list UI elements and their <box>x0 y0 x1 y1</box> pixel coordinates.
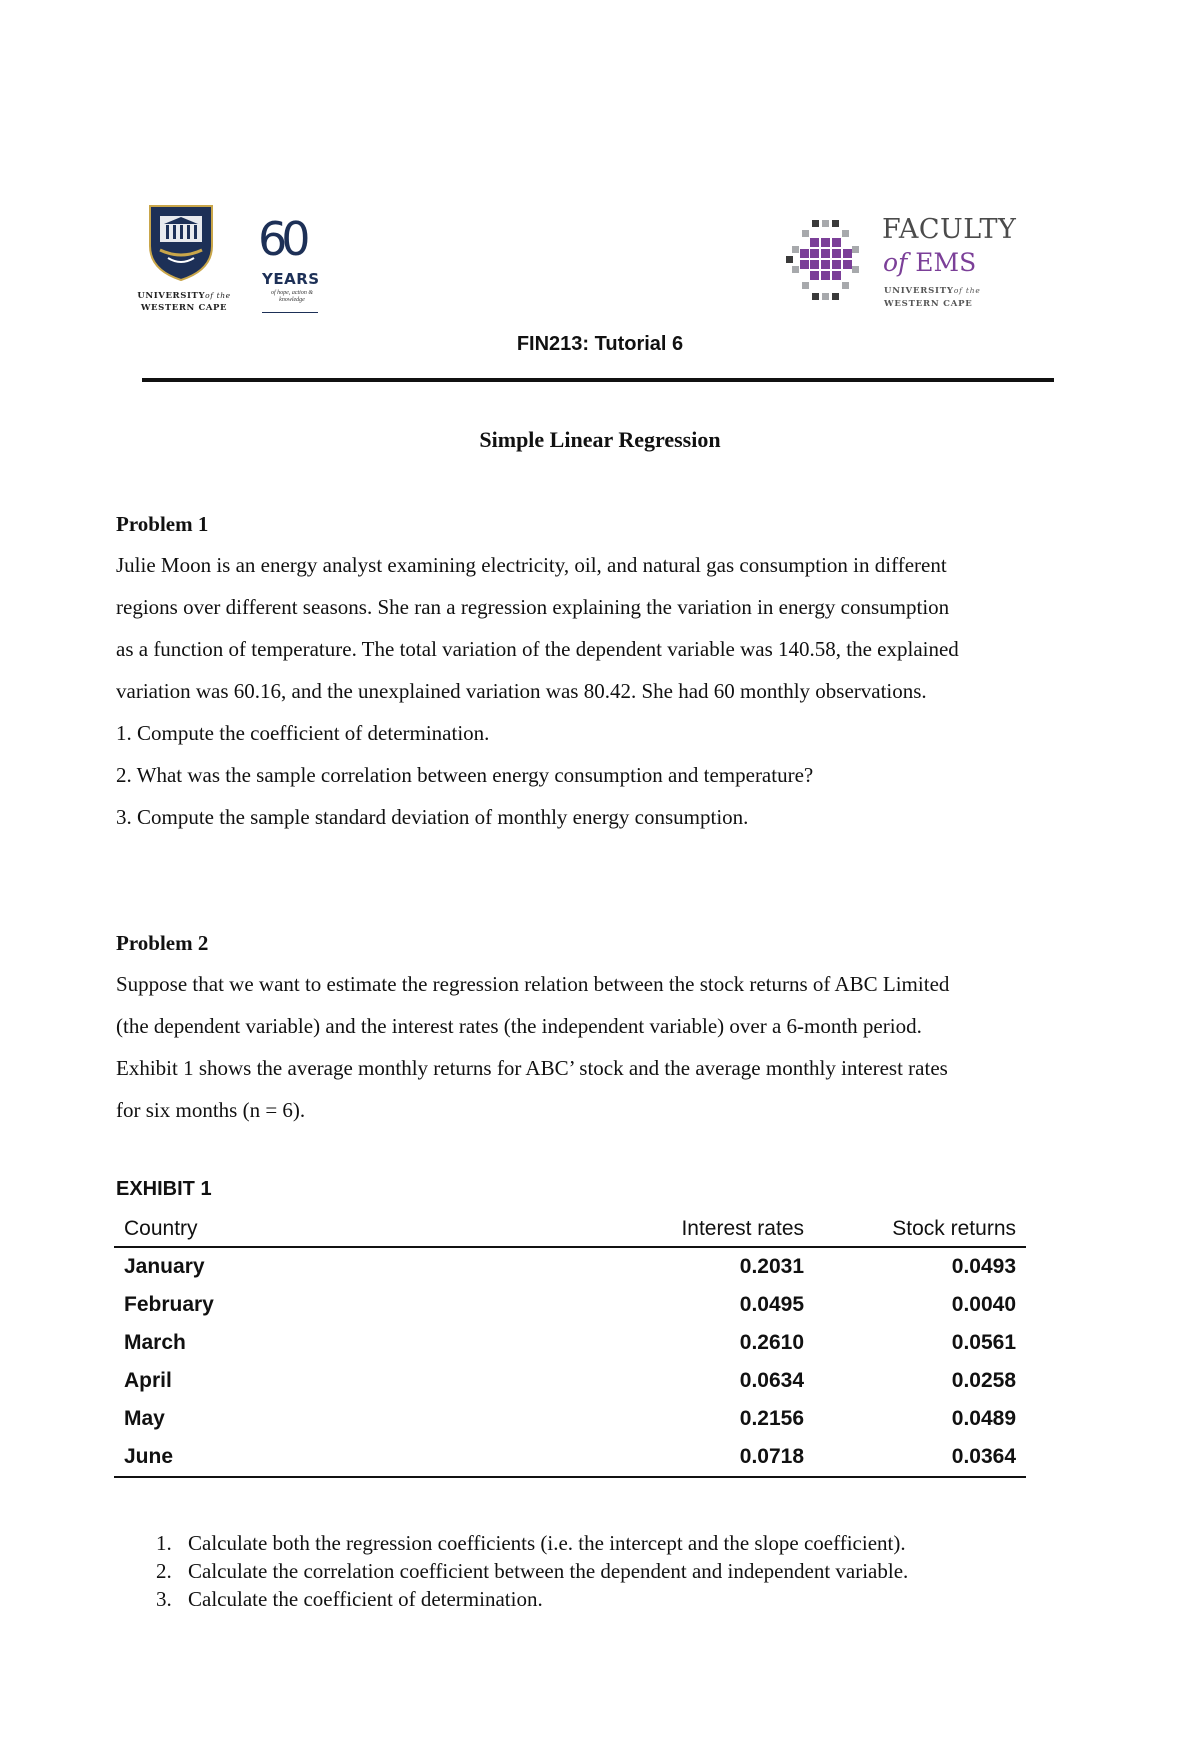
problem2-line: Suppose that we want to estimate the regression relation between the stock returns of ABC Limited <box>116 972 950 996</box>
document-title: Simple Linear Regression <box>479 427 721 452</box>
ems-faculty-word: FACULTY <box>882 214 1017 245</box>
cell-interest-rate: 0.0718 <box>554 1438 814 1477</box>
course-title: FIN213: Tutorial 6 <box>516 333 684 355</box>
cell-interest-rate: 0.0495 <box>739 1293 804 1316</box>
uwc-name: UNIVERSITYof the WESTERN CAPE <box>137 291 231 313</box>
problem1-heading: Problem 1 <box>116 512 209 536</box>
table-row <box>114 1286 1026 1324</box>
years-label: YEARS <box>262 270 320 288</box>
cell-month: April <box>124 1369 172 1392</box>
problem1-question: 2. What was the sample correlation between energy consumption and temperature? <box>116 763 814 787</box>
cell-month: January <box>124 1255 205 1278</box>
column-header-stock-returns: Stock returns <box>814 1212 1026 1247</box>
column-header-interest-rates: Interest rates <box>554 1212 814 1247</box>
problem2-line: for six months (n = 6). <box>116 1098 306 1122</box>
cell-interest-rate: 0.0634 <box>739 1369 804 1392</box>
cell-stock-return: 0.0258 <box>951 1369 1016 1392</box>
cell-stock-return: 0.0561 <box>951 1331 1016 1354</box>
table-row <box>114 1247 1026 1286</box>
tagline-rule <box>262 312 318 313</box>
problem1-line: as a function of temperature. The total variation of the dependent variable was 140.58, the explained <box>116 637 959 661</box>
cell-stock-return: 0.0040 <box>951 1293 1016 1316</box>
cell-stock-return: 0.0489 <box>951 1407 1016 1430</box>
list-item: 3. Calculate the coefficient of determination. <box>156 1587 543 1611</box>
cell-month: May <box>124 1407 165 1430</box>
table-row <box>114 1438 1026 1477</box>
cell-month: February <box>124 1293 214 1316</box>
problem1-question: 1. Compute the coefficient of determination. <box>116 721 490 745</box>
problem1-line: regions over different seasons. She ran a regression explaining the variation in energy consumption <box>116 595 950 619</box>
years-tagline: of hope, action & knowledge <box>271 290 313 303</box>
ems-grid-icon <box>786 220 866 300</box>
table-row <box>114 1400 1026 1438</box>
problem2-questions <box>150 1529 908 1613</box>
list-item: 1. Calculate both the regression coefficients (i.e. the intercept and the slope coefficient). <box>156 1531 906 1555</box>
column-header-country: Country <box>114 1212 554 1247</box>
problem2-text <box>116 963 1096 1131</box>
exhibit-title: EXHIBIT 1 <box>116 1178 212 1200</box>
ems-uwc-name: UNIVERSITYof the WESTERN CAPE <box>884 286 981 309</box>
cell-month: March <box>124 1331 186 1354</box>
table-row <box>114 1324 1026 1362</box>
problem1-line: variation was 60.16, and the unexplained variation was 80.42. She had 60 monthly observations. <box>116 679 927 703</box>
exhibit-table <box>114 1212 1026 1478</box>
header-rule <box>142 378 1054 382</box>
faculty-ems-logo <box>786 212 1026 312</box>
table-header-row <box>114 1212 1026 1247</box>
problem2-line: Exhibit 1 shows the average monthly returns for ABC’ stock and the average monthly interest rates <box>116 1056 948 1080</box>
cell-stock-return: 0.0364 <box>814 1438 1026 1477</box>
ems-of-ems: of EMS <box>883 248 977 277</box>
table-row <box>114 1362 1026 1400</box>
problem1-line: Julie Moon is an energy analyst examining electricity, oil, and natural gas consumption in different <box>116 553 947 577</box>
problem1-question: 3. Compute the sample standard deviation of monthly energy consumption. <box>116 805 749 829</box>
cell-interest-rate: 0.2156 <box>739 1407 804 1430</box>
problem1-text <box>116 544 1096 838</box>
cell-stock-return: 0.0493 <box>951 1255 1016 1278</box>
problem2-line: (the dependent variable) and the interest rates (the independent variable) over a 6-month period. <box>116 1014 922 1038</box>
cell-interest-rate: 0.2031 <box>739 1255 804 1278</box>
problem2-heading: Problem 2 <box>116 931 209 955</box>
list-item: 2. Calculate the correlation coefficient between the dependent and independent variable. <box>156 1559 909 1583</box>
uwc-crest-icon <box>146 202 216 282</box>
uwc-60-years-logo <box>128 190 348 320</box>
cell-interest-rate: 0.2610 <box>739 1331 804 1354</box>
sixty-mark: 60 <box>258 212 305 266</box>
cell-month: June <box>114 1438 554 1477</box>
